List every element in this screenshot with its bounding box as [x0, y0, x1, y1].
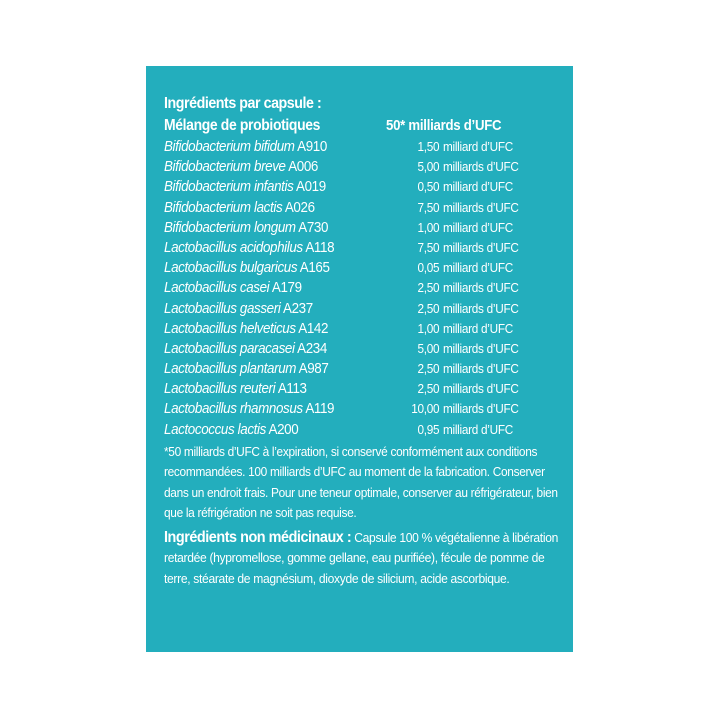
- ingredient-name: [164, 379, 307, 399]
- ingredient-amount-value: 10,00: [411, 401, 440, 417]
- ingredient-row: [164, 137, 564, 157]
- ingredient-amount-value: 2,50: [417, 381, 440, 397]
- ingredient-name: [164, 157, 318, 177]
- ingredient-name: [164, 238, 334, 258]
- ingredient-amount: [408, 278, 519, 298]
- ingredient-species: Bifidobacterium infantis: [164, 179, 294, 196]
- ingredient-name: [164, 319, 328, 339]
- ingredient-row: [164, 278, 564, 298]
- ingredient-amount-value: 1,00: [417, 219, 440, 235]
- ingredient-species: Lactobacillus acidophilus: [164, 239, 303, 256]
- non-medicinal-ingredients: [164, 528, 564, 590]
- ingredient-amount-unit: milliards d’UFC: [442, 159, 519, 175]
- ingredient-amount: [408, 420, 513, 440]
- ingredient-species: Lactobacillus gasseri: [164, 300, 281, 317]
- ingredient-amount-value: 0,50: [417, 179, 440, 195]
- ingredient-strain: A179: [269, 280, 302, 297]
- ingredient-amount-unit: milliard d’UFC: [442, 139, 514, 154]
- blend-header-row: [164, 115, 564, 137]
- ingredient-species: Bifidobacterium bifidum: [164, 139, 295, 155]
- ingredient-species: Lactobacillus bulgaricus: [164, 260, 298, 277]
- ingredient-row: [164, 177, 564, 197]
- panel-title-row: [164, 93, 564, 115]
- ingredient-strain: A730: [295, 219, 329, 236]
- ingredient-row: [164, 198, 564, 218]
- ingredient-species: Lactobacillus helveticus: [164, 320, 296, 337]
- ingredient-strain: A142: [295, 320, 329, 337]
- ingredient-amount: [408, 299, 519, 319]
- ingredients-panel: [146, 66, 573, 652]
- ingredient-name: [164, 359, 328, 379]
- ingredient-amount: [408, 238, 519, 258]
- ingredient-species: Bifidobacterium longum: [164, 219, 296, 236]
- ingredient-name: [164, 137, 327, 157]
- ingredient-amount: [408, 198, 519, 218]
- ingredient-amount-unit: milliards d’UFC: [442, 300, 519, 316]
- ingredient-amount-value: 5,00: [417, 340, 440, 356]
- ingredient-name: [164, 198, 315, 218]
- ingredient-amount: [408, 218, 513, 238]
- ingredient-strain: A910: [294, 139, 327, 155]
- ingredient-row: [164, 238, 564, 258]
- ingredient-amount-value: 2,50: [417, 280, 440, 296]
- ingredient-amount-unit: milliards d’UFC: [442, 340, 519, 356]
- ingredient-strain: A113: [275, 381, 307, 398]
- ingredient-amount-value: 0,95: [417, 421, 440, 437]
- ingredient-name: [164, 420, 298, 440]
- ingredient-species: Lactobacillus casei: [164, 280, 270, 297]
- ingredient-amount-unit: milliard d’UFC: [442, 179, 514, 195]
- non-medicinal-text: Capsule 100 % végétalienne à libération retardée (hypromellose, gomme gellane, eau purifiée), fécule de pomme de terre, stéarate de magnésium, dioxyde de silicium, acide ascorbique.: [164, 529, 559, 586]
- ingredient-strain: A119: [302, 401, 335, 418]
- ingredient-amount: [408, 359, 519, 379]
- ingredient-amount-unit: milliard d’UFC: [442, 421, 514, 437]
- ingredient-row: [164, 379, 564, 399]
- ingredient-row: [164, 157, 564, 177]
- ingredient-row: [164, 299, 564, 319]
- ingredient-amount-value: 2,50: [417, 300, 440, 316]
- ingredient-amount-unit: milliards d’UFC: [442, 381, 519, 397]
- ingredient-species: Lactobacillus reuteri: [164, 381, 276, 398]
- ingredient-amount: [408, 157, 519, 177]
- ingredient-strain: A118: [302, 239, 335, 256]
- ingredient-amount-unit: milliards d’UFC: [442, 401, 519, 417]
- ingredient-row: [164, 399, 564, 419]
- ingredient-amount-unit: milliards d’UFC: [442, 199, 519, 215]
- ingredient-row: [164, 319, 564, 339]
- ingredient-amount: [408, 399, 519, 419]
- ingredient-species: Lactobacillus paracasei: [164, 340, 295, 357]
- ingredient-list: [164, 137, 564, 440]
- ingredient-name: [164, 218, 328, 238]
- ingredient-amount-value: 1,00: [417, 320, 440, 336]
- ingredient-amount-unit: milliard d’UFC: [442, 260, 514, 276]
- ingredient-amount-unit: milliards d’UFC: [442, 361, 519, 377]
- non-medicinal-label: Ingrédients non médicinaux :: [164, 528, 352, 546]
- ingredient-amount: [408, 379, 519, 399]
- ingredient-amount-value: 5,00: [417, 159, 440, 175]
- ingredient-row: [164, 420, 564, 440]
- ingredient-species: Lactobacillus rhamnosus: [164, 401, 303, 418]
- ingredient-amount: [408, 339, 519, 359]
- blend-total-amount: 50* milliards d’UFC: [386, 117, 502, 134]
- ingredient-row: [164, 258, 564, 278]
- ingredient-amount-unit: milliards d’UFC: [442, 280, 519, 296]
- blend-label: Mélange de probiotiques: [164, 117, 321, 134]
- ingredient-name: [164, 177, 326, 197]
- ingredient-amount-value: 2,50: [417, 361, 440, 377]
- ingredient-amount-unit: milliard d’UFC: [442, 320, 514, 336]
- ingredient-species: Bifidobacterium lactis: [164, 199, 283, 216]
- ingredient-species: Bifidobacterium breve: [164, 159, 286, 176]
- ingredient-name: [164, 278, 302, 298]
- ingredient-species: Lactococcus lactis: [164, 421, 266, 438]
- ingredient-amount: [408, 137, 513, 157]
- ingredient-amount: [408, 177, 513, 197]
- ingredient-strain: A234: [294, 340, 327, 357]
- ingredient-name: [164, 339, 327, 359]
- ingredient-amount: [408, 319, 513, 339]
- ingredient-name: [164, 399, 334, 419]
- ingredient-strain: A237: [280, 300, 313, 317]
- ingredient-species: Lactobacillus plantarum: [164, 361, 297, 378]
- ingredient-strain: A200: [265, 421, 299, 438]
- ingredient-strain: A019: [293, 179, 326, 196]
- ingredient-row: [164, 339, 564, 359]
- ingredient-name: [164, 299, 313, 319]
- ingredient-name: [164, 258, 330, 278]
- ingredient-row: [164, 218, 564, 238]
- ingredient-amount-value: 0,05: [417, 260, 440, 276]
- ingredient-amount-value: 1,50: [417, 139, 440, 154]
- ingredients-content: [164, 93, 564, 589]
- ingredient-amount-unit: milliards d’UFC: [442, 239, 519, 255]
- ingredient-amount-value: 7,50: [417, 199, 440, 215]
- ingredient-strain: A165: [297, 260, 330, 277]
- ingredient-amount-value: 7,50: [417, 239, 440, 255]
- ingredient-strain: A987: [296, 361, 329, 378]
- panel-title: Ingrédients par capsule :: [164, 95, 322, 112]
- ingredient-strain: A026: [282, 199, 315, 216]
- ingredient-strain: A006: [285, 159, 319, 176]
- ingredient-amount: [408, 258, 513, 278]
- ingredient-amount-unit: milliard d’UFC: [442, 219, 514, 235]
- ingredient-row: [164, 359, 564, 379]
- storage-footnote: *50 milliards d’UFC à l’expiration, si conservé conformément aux conditions recommandées. 100 milliards d’UFC au moment de la fabrication. Conserver dans un endroit frais. Pour une teneur optimale, conserver au réfrigérateur, bien que la réfrigération ne soit pas requise.: [164, 443, 558, 521]
